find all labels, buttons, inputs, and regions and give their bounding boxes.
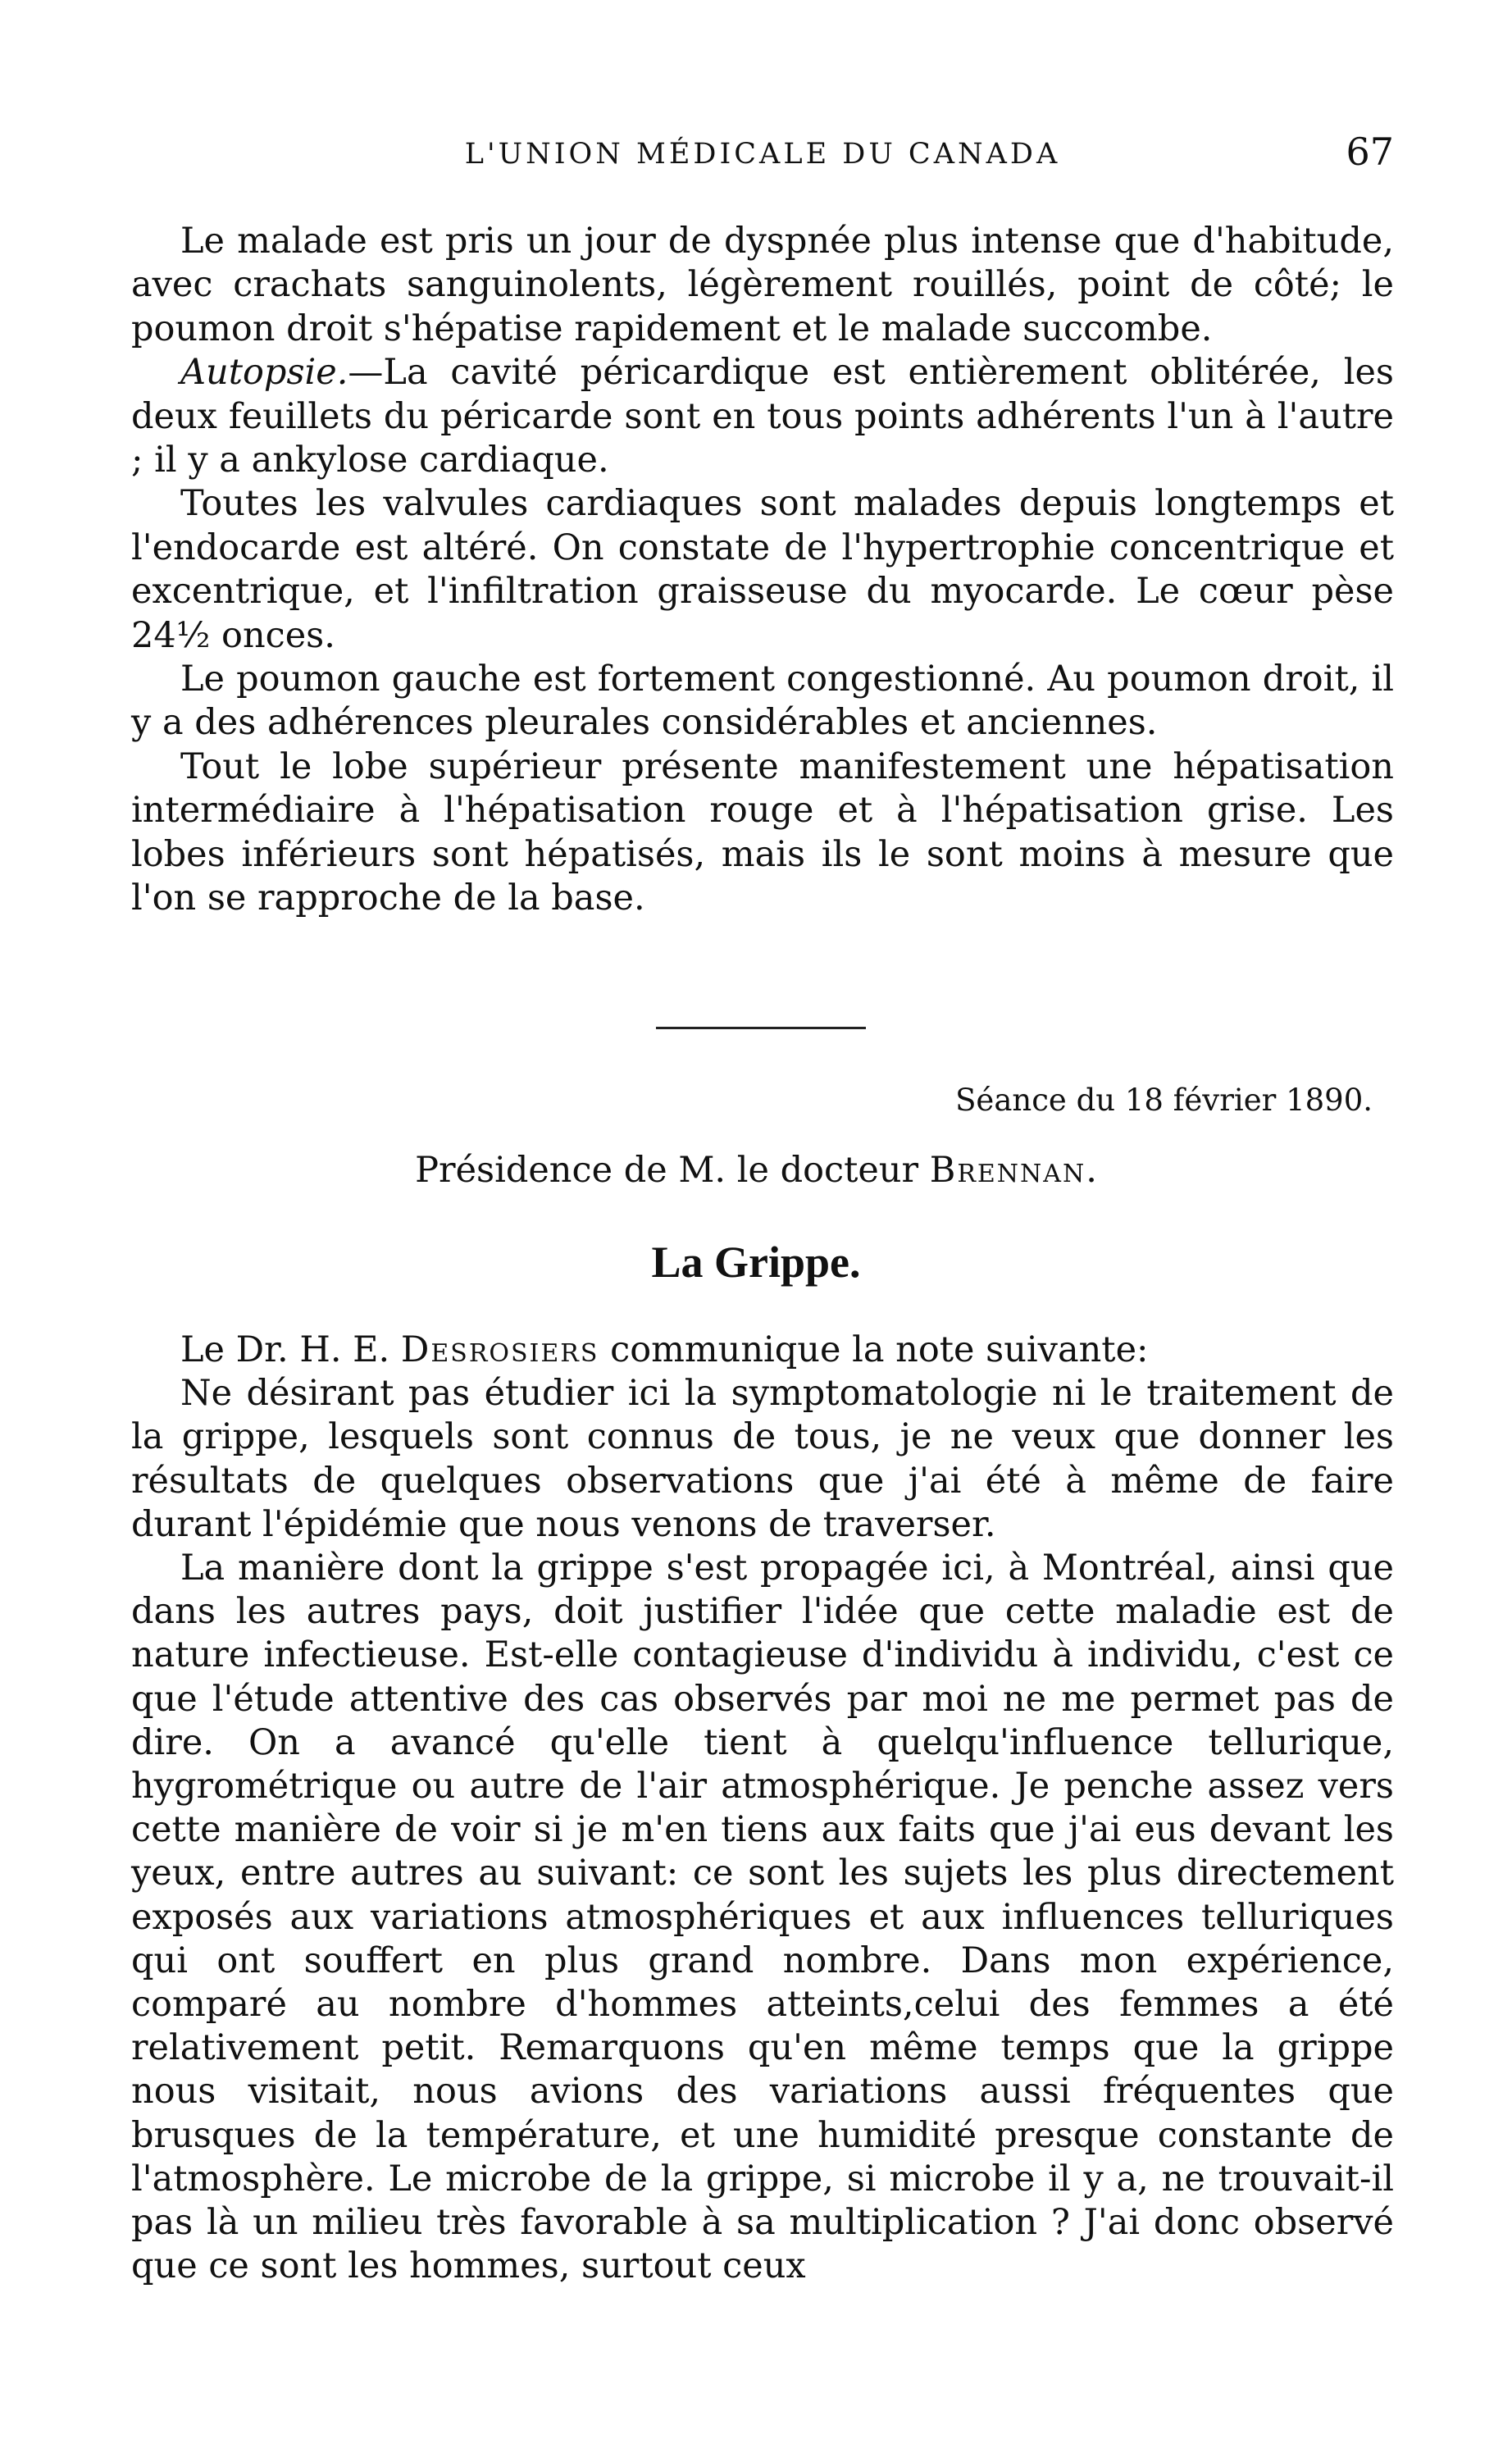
presidency-prefix: Présidence de M. le docteur: [415, 1150, 919, 1191]
paragraph: Ne désirant pas étudier ici la symptomatologie ni le traitement de la grippe, lesquels sont connus de tous, je ne veux que donner les résultats de quelques observations que j'ai été à même de faire durant l'épidémie que nous venons de traverser.: [131, 1373, 1394, 1545]
paragraph: Le malade est pris un jour de dyspnée plus intense que d'habitude, avec crachats sanguinolents, légèrement rouillés, point de côté; le poumon droit s'hépatise rapidement et le malade succombe.: [131, 221, 1394, 349]
case-report: [131, 220, 1394, 921]
intro-prefix: Le Dr. H. E.: [180, 1329, 390, 1370]
session-date: Séance du 18 février 1890.: [955, 1083, 1373, 1118]
autopsy-label: Autopsie.: [180, 352, 348, 394]
section-divider: [656, 1027, 866, 1029]
president-name: Brennan: [929, 1150, 1086, 1191]
presidency-line: [0, 1150, 1512, 1191]
article-title: La Grippe.: [651, 1238, 861, 1287]
page-number: 67: [1346, 130, 1394, 174]
author-name: Desrosiers: [400, 1329, 599, 1370]
paragraph: [131, 351, 1394, 482]
page-header: [131, 130, 1394, 187]
running-title: L'UNION MÉDICALE DU CANADA: [464, 138, 1061, 171]
paragraph: Tout le lobe supérieur présente manifestement une hépatisation intermédiaire à l'hépatisation rouge et à l'hépatisation grise. Les lobes inférieurs sont hépatisés, mais ils le sont moins à mesure que l'on se rapproche de la base.: [131, 745, 1394, 919]
paragraph: Toutes les valvules cardiaques sont malades depuis longtemps et l'endocarde est altéré. On constate de l'hypertrophie concentrique et excentrique, et l'infiltration graisseuse du myocarde. Le cœur pèse 24½ onces.: [131, 483, 1394, 656]
autopsy-text: —La cavité péricardique est entièrement oblitérée, les deux feuillets du péricarde sont en tous points adhérents l'un à l'autre ; il y a ankylose cardiaque.: [131, 352, 1394, 481]
article-body: [131, 1329, 1394, 2288]
presidency-suffix: .: [1086, 1150, 1097, 1191]
intro-line: [131, 1329, 1394, 1372]
intro-suffix: communique la note suivante:: [610, 1329, 1149, 1370]
paragraph: La manière dont la grippe s'est propagée ici, à Montréal, ainsi que dans les autres pays, doit justifier l'idée que cette maladie est de nature infectieuse. Est-elle contagieuse d'individu à individu, c'est ce que l'étude attentive des cas observés par moi ne me permet pas de dire. On a avancé qu'elle tient à quelqu'influence tellurique, hygrométrique ou autre de l'air atmosphérique. Je penche assez vers cette manière de voir si je m'en tiens aux faits que j'ai eus devant les yeux, entre autres au suivant: ce sont les sujets les plus directement exposés aux variations atmosphériques et aux influences telluriques qui ont souffert en plus grand nombre. Dans mon expérience, comparé au nombre d'hommes atteints,celui des femmes a été relativement petit. Remarquons qu'en même temps que la grippe nous visitait, nous avions des variations aussi fréquentes que brusques de la température, et une humidité presque constante de l'atmosphère. Le microbe de la grippe, si microbe il y a, ne trouvait-il pas là un milieu très favorable à sa multiplication ? J'ai donc observé que ce sont les hommes, surtout ceux: [131, 1548, 1394, 2287]
paragraph: Le poumon gauche est fortement congestionné. Au poumon droit, il y a des adhérences pleurales considérables et anciennes.: [131, 659, 1394, 744]
